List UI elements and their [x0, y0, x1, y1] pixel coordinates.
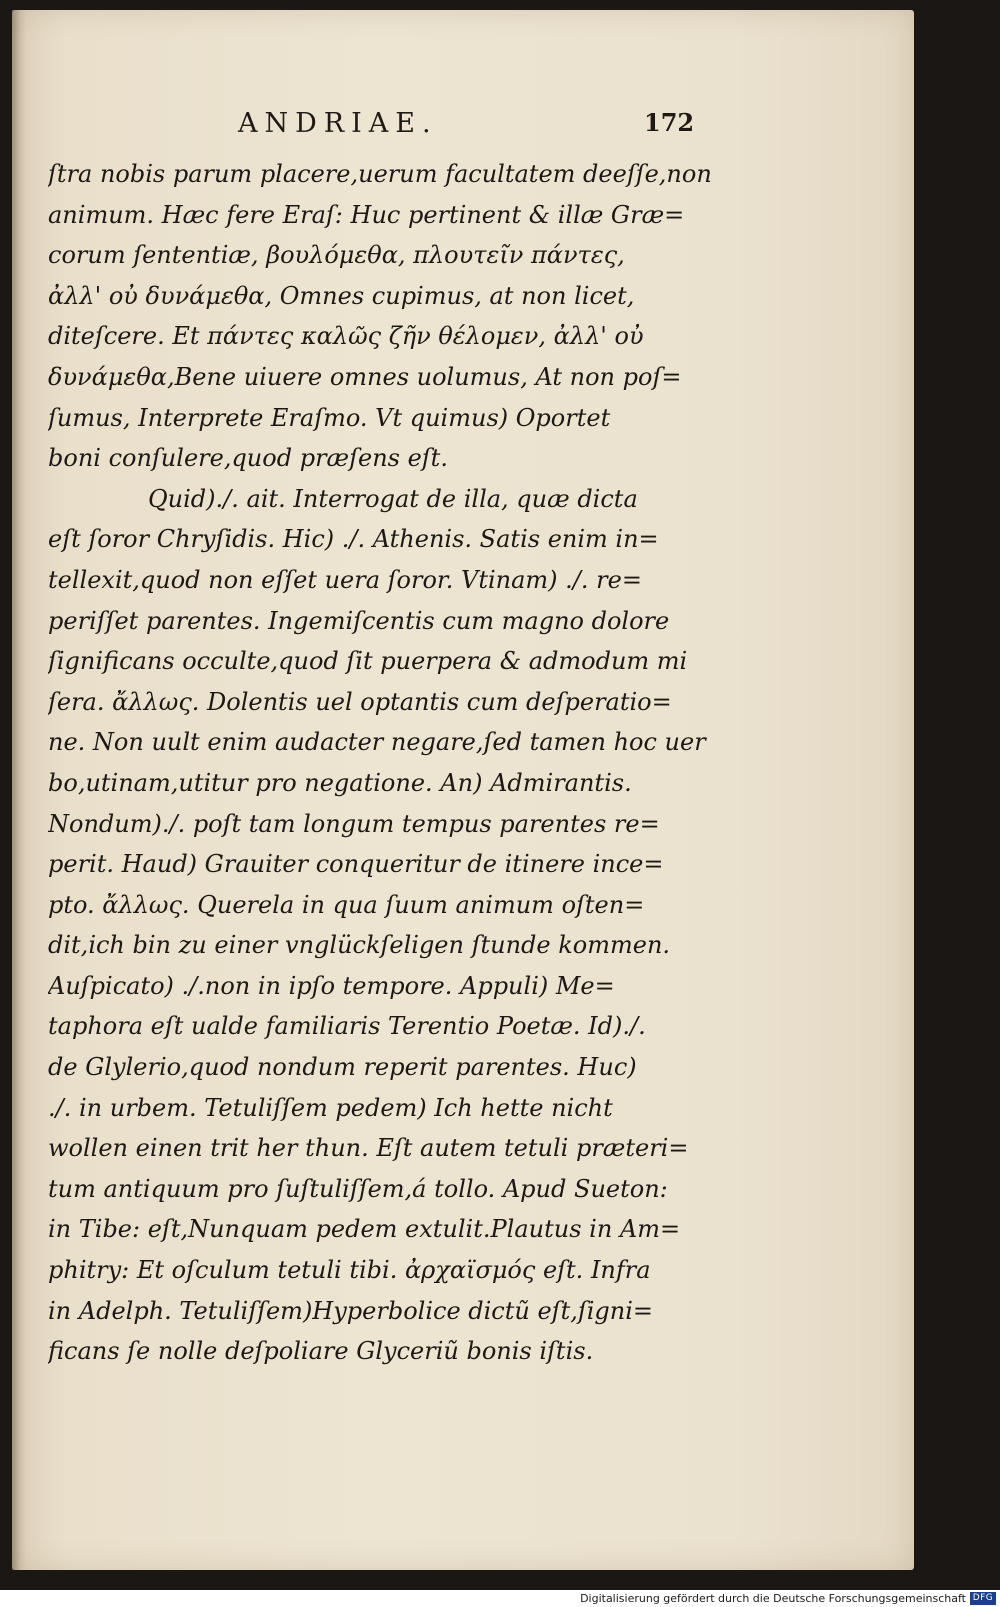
text-line: corum ſententiæ, βουλόμεθα, πλουτεῖν πάντες, [48, 241, 625, 270]
text-block [48, 154, 714, 1372]
text-line: δυνάμεθα,Bene uiuere omnes uolumus, At non poſ= [48, 362, 682, 391]
funding-credit: Digitalisierung gefördert durch die Deutsche Forschungsgemeinschaft [580, 1592, 966, 1605]
running-head-title: ANDRIAE. [238, 108, 438, 139]
text-line: ſumus, Interprete Eraſmo. Vt quimus) Oportet [48, 403, 611, 432]
text-line: ſtra nobis parum placere,uerum facultatem deeſſe,non [48, 160, 712, 188]
text-line: bo,utinam,utitur pro negatione. An) Admirantis. [48, 768, 632, 797]
text-line: Auſpicato) ./.non in ipſo tempore. Appuli) Me= [48, 971, 615, 1000]
text-line: de Glylerio,quod nondum reperit parentes. Huc) [48, 1053, 637, 1082]
text-line: ſera. ἄλλως. Dolentis uel optantis cum deſperatio= [48, 687, 672, 716]
text-line: boni conſulere,quod præſens eſt. [48, 444, 448, 473]
page-binding-edge [12, 10, 26, 1570]
digitization-footer [0, 1590, 1000, 1607]
text-line: wollen einen trit her thun. Eſt autem tetuli præteri= [48, 1134, 689, 1163]
text-line: Nondum)./. poſt tam longum tempus parentes re= [48, 809, 660, 838]
text-line: phitry: Et oſculum tetuli tibi. ἀρχαϊσμός eſt. Infra [48, 1256, 651, 1285]
running-head [12, 108, 914, 148]
text-line: ἀλλ' οὐ δυνάμεθα, Omnes cupimus, at non licet, [48, 281, 635, 310]
text-line: Quid)./. ait. Interrogat de illa, quæ dicta [148, 484, 638, 513]
text-line: ./. in urbem. Tetuliſſem pedem) Ich hette nicht [48, 1093, 613, 1122]
text-line: in Adelph. Tetuliſſem)Hyperbolice dictũ eſt,ſigni= [48, 1296, 654, 1325]
text-line: in Tibe: eſt,Nunquam pedem extulit.Plautus in Am= [48, 1215, 681, 1244]
text-line: ſignificans occulte,quod ſit puerpera & admodum mi [48, 647, 688, 676]
text-line: ne. Non uult enim audacter negare,ſed tamen hoc uer [48, 728, 706, 757]
book-page [12, 10, 914, 1570]
text-line: ficans ſe nolle deſpoliare Glyceriũ bonis iſtis. [48, 1337, 594, 1366]
text-line: pto. ἄλλως. Querela in qua ſuum animum oſten= [48, 890, 645, 919]
text-line: eſt ſoror Chryſidis. Hic) ./. Athenis. Satis enim in= [48, 525, 659, 554]
text-line: diteſcere. Et πάντες καλῶς ζῆν θέλομεν, ἀλλ' οὐ [48, 322, 644, 351]
page-number: 172 [644, 108, 695, 137]
text-line: tum antiquum pro ſuſtuliſſem,á tollo. Apud Sueton: [48, 1174, 668, 1203]
text-line: periſſet parentes. Ingemiſcentis cum magno dolore [48, 606, 670, 635]
text-line: perit. Haud) Grauiter conqueritur de itinere ince= [48, 850, 664, 879]
text-line: animum. Hæc fere Eraſ: Huc pertinent & illæ Græ= [48, 200, 685, 229]
dfg-logo-icon: DFG [970, 1592, 996, 1605]
text-line: dit,ich bin zu einer vnglückſeligen ſtunde kommen. [48, 931, 671, 960]
text-line: taphora eſt ualde familiaris Terentio Poetæ. Id)./. [48, 1012, 646, 1041]
text-line: tellexit,quod non eſſet uera ſoror. Vtinam) ./. re= [48, 565, 642, 594]
